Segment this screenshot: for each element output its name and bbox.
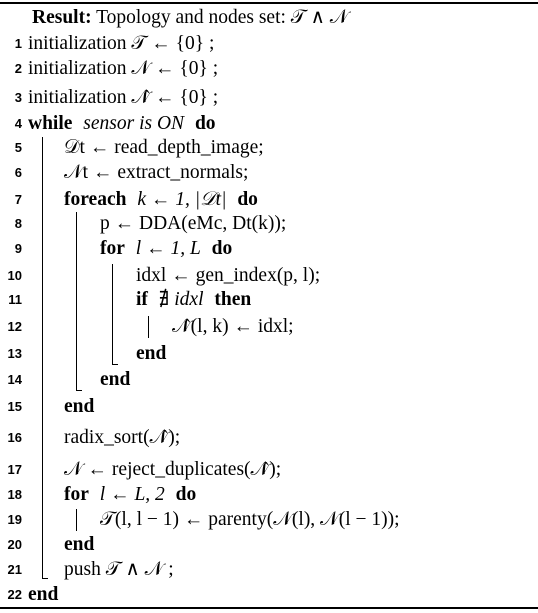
line-text: 𝒩t ← extract_normals;: [64, 162, 249, 183]
keyword-if: if: [136, 289, 148, 310]
line-number: 6: [14, 165, 22, 180]
line-text: idxl ← gen_index(p, l);: [136, 265, 321, 286]
line-number: 5: [14, 140, 22, 155]
keyword-do: do: [175, 484, 197, 505]
line-number: 10: [7, 268, 22, 283]
line-number: 14: [7, 372, 22, 387]
if-block-bar: [148, 316, 149, 338]
while-block-bar: [42, 137, 43, 578]
keyword-for: for: [100, 238, 125, 259]
keyword-end: end: [64, 396, 95, 417]
line-number: 18: [7, 487, 22, 502]
foreach-block-hook: [76, 390, 82, 391]
line-text: initialization 𝒩̂ ← {0} ;: [28, 87, 219, 108]
for-block-bar: [112, 264, 113, 364]
keyword-foreach: foreach: [64, 189, 127, 210]
line-number: 8: [14, 216, 22, 231]
line-number: 17: [7, 462, 22, 477]
line-number: 12: [7, 319, 22, 334]
if-condition: ∄ idxl: [158, 289, 204, 310]
foreach-block-bar: [76, 212, 77, 390]
keyword-do: do: [194, 113, 216, 134]
line-text: 𝒟t ← read_depth_image;: [64, 137, 264, 158]
for-condition: l ← 1, L: [135, 238, 201, 259]
line-text: 𝒯(l, l − 1) ← parenty(𝒩(l), 𝒩(l − 1));: [100, 509, 400, 530]
line-text: push 𝒯 ∧ 𝒩 ;: [64, 559, 174, 580]
line-text: p ← DDA(eMc, Dt(k));: [100, 213, 287, 234]
keyword-then: then: [214, 289, 252, 310]
bottom-rule: [0, 607, 538, 609]
keyword-end: end: [100, 369, 131, 390]
for-block-2-bar: [76, 509, 77, 531]
keyword-do: do: [237, 189, 258, 210]
line-number: 1: [14, 36, 22, 51]
while-condition: sensor is ON: [83, 113, 185, 134]
top-rule: [0, 2, 538, 4]
line-text: initialization 𝒩 ← {0} ;: [28, 58, 219, 79]
keyword-do: do: [211, 238, 233, 259]
for-block-hook: [112, 364, 118, 365]
keyword-end: end: [136, 343, 167, 364]
foreach-condition: k ← 1, |𝒟t|: [137, 189, 227, 210]
line-number: 13: [7, 346, 22, 361]
line-number: 15: [7, 399, 22, 414]
line-number: 20: [7, 537, 22, 552]
keyword-end: end: [64, 534, 95, 555]
line-text: 𝒩 ← reject_duplicates(𝒩̂);: [64, 459, 282, 480]
line-number: 19: [7, 512, 22, 527]
while-block-hook: [42, 578, 48, 579]
line-number: 16: [7, 430, 22, 445]
line-text: radix_sort(𝒩̂);: [64, 427, 181, 448]
line-number: 3: [14, 90, 22, 105]
result-label: Result:: [32, 7, 92, 28]
line-number: 22: [7, 587, 22, 602]
line-text: 𝒩̂(l, k) ← idxl;: [172, 316, 294, 337]
for-condition: l ← L, 2: [99, 484, 165, 505]
keyword-while: while: [28, 113, 73, 134]
keyword-for: for: [64, 484, 89, 505]
line-text: initialization 𝒯 ← {0} ;: [28, 33, 215, 54]
line-number: 2: [14, 61, 22, 76]
line-number: 21: [7, 562, 22, 577]
line-number: 4: [14, 116, 22, 131]
line-number: 9: [14, 241, 22, 256]
line-number: 7: [14, 192, 22, 207]
line-number: 11: [8, 292, 22, 307]
result-text: Topology and nodes set: 𝒯 ∧ 𝒩: [91, 7, 349, 28]
keyword-end: end: [28, 584, 59, 605]
